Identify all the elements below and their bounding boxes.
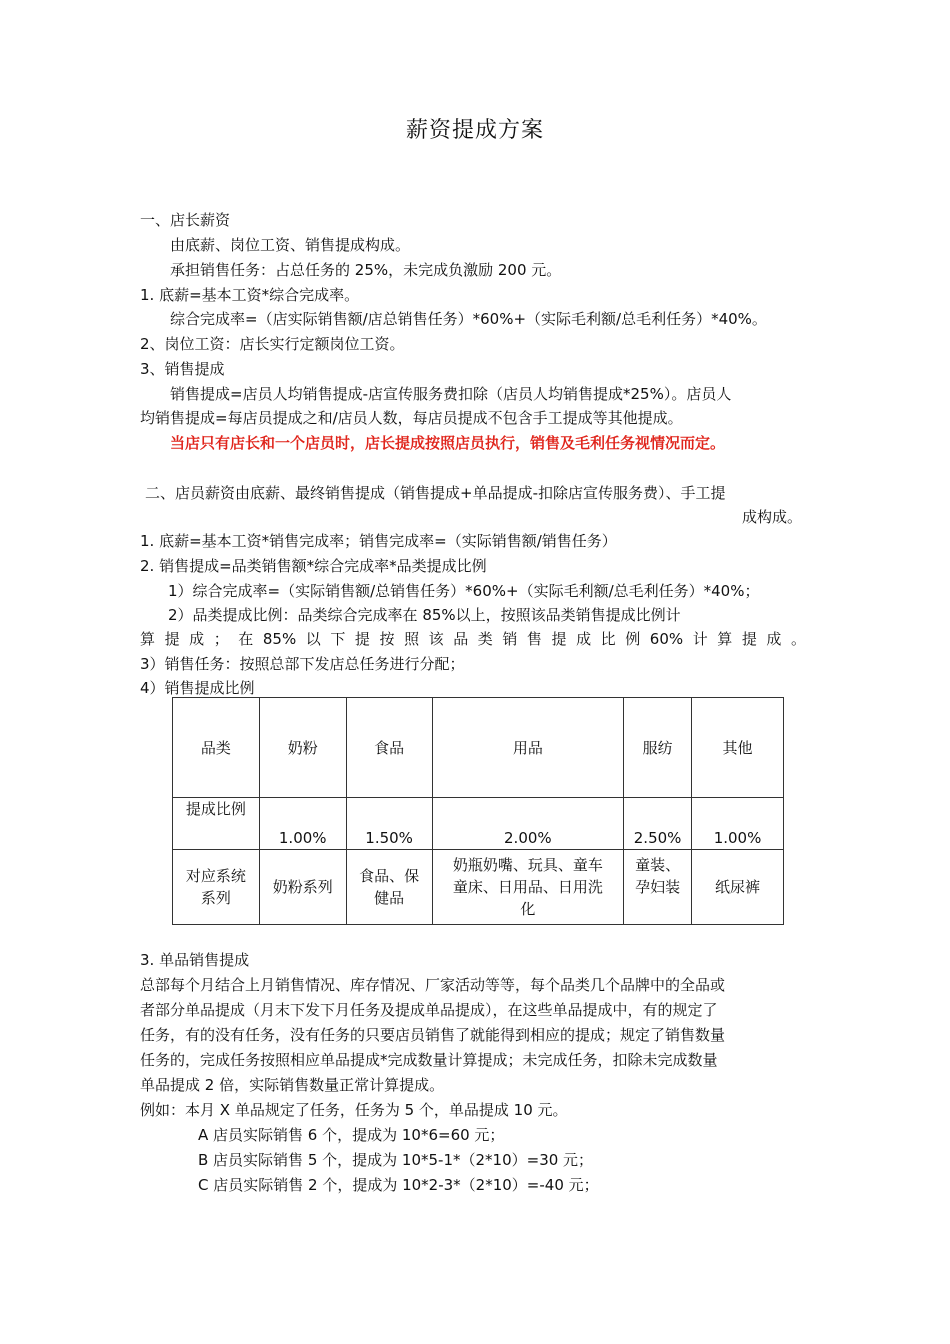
- sub-item: 2）品类提成比例：品类综合完成率在 85%以上，按照该品类销售提成比例计: [168, 606, 681, 624]
- table-cell: [432, 850, 624, 925]
- table-row-label: 提成比例: [173, 798, 260, 850]
- sub-item: 4）销售提成比例: [140, 679, 255, 697]
- cell-line: 化: [520, 900, 536, 918]
- paragraph: 承担销售任务：占总任务的 25%，未完成负激励 200 元。: [170, 261, 562, 279]
- paragraph: 任务的，完成任务按照相应单品提成*完成数量计算提成；未完成任务，扣除未完成数量: [140, 1051, 718, 1069]
- table-cell: 1.50%: [346, 798, 432, 850]
- table-header-cell: 品类: [173, 698, 260, 798]
- table-row: [173, 698, 784, 798]
- sub-item: 1）综合完成率=（实际销售额/总销售任务）*60%+（实际毛利额/总毛利任务）*40%；: [168, 582, 760, 600]
- cell-line: 童装、: [635, 856, 681, 874]
- table-cell: 纸尿裤: [692, 850, 784, 925]
- sub-item-cont: 算提成；在85%以下提按照该品类销售提成比例60%计算提成。: [140, 630, 806, 648]
- cell-line: 对应系统: [185, 867, 246, 885]
- table-cell: [346, 850, 432, 925]
- section-1-heading: 一、店长薪资: [140, 211, 231, 229]
- formula: 综合完成率=（店实际销售额/店总销售任务）*60%+（实际毛利额/总毛利任务）*40%。: [170, 310, 767, 328]
- table-cell: 奶粉系列: [259, 850, 346, 925]
- paragraph: 由底薪、岗位工资、销售提成构成。: [170, 236, 411, 254]
- cell-line: 孕妇装: [635, 878, 681, 896]
- table-header-cell: 其他: [692, 698, 784, 798]
- table-header-cell: 食品: [346, 698, 432, 798]
- table-header-cell: 用品: [432, 698, 624, 798]
- commission-table: [172, 697, 784, 925]
- table-cell: 1.00%: [259, 798, 346, 850]
- example-line: B 店员实际销售 5 个，提成为 10*5-1*（2*10）=30 元；: [198, 1151, 594, 1169]
- table-header-cell: 服纺: [624, 698, 692, 798]
- cell-line: 奶瓶奶嘴、玩具、童车: [452, 856, 603, 874]
- table-row: [173, 798, 784, 850]
- cell-line: 健品: [374, 889, 405, 907]
- table-row: [173, 850, 784, 925]
- list-item: 1. 底薪=基本工资*销售完成率；销售完成率=（实际销售额/销售任务）: [140, 532, 617, 550]
- table-header-cell: 奶粉: [259, 698, 346, 798]
- table-cell: 1.00%: [692, 798, 784, 850]
- example-intro: 例如：本月 X 单品规定了任务，任务为 5 个，单品提成 10 元。: [140, 1101, 568, 1119]
- table-cell: 2.00%: [432, 798, 624, 850]
- paragraph: 单品提成 2 倍，实际销售数量正常计算提成。: [140, 1076, 445, 1094]
- cell-line: 系列: [200, 889, 231, 907]
- table-row-label: [173, 850, 260, 925]
- paragraph: 总部每个月结合上月销售情况、库存情况、厂家活动等等，每个品类几个品牌中的全品或: [140, 976, 726, 994]
- list-item: 1. 底薪=基本工资*综合完成率。: [140, 286, 360, 304]
- cell-line: 童床、日用品、日用洗: [452, 878, 603, 896]
- list-item: 2. 销售提成=品类销售额*综合完成率*品类提成比例: [140, 557, 487, 575]
- highlight-note: 当店只有店长和一个店员时，店长提成按照店员执行，销售及毛利任务视情况而定。: [170, 434, 726, 452]
- table-cell: 2.50%: [624, 798, 692, 850]
- section-2-heading-cont: 成构成。: [741, 508, 802, 526]
- paragraph: 任务，有的没有任务，没有任务的只要店员销售了就能得到相应的提成；规定了销售数量: [140, 1026, 726, 1044]
- table-cell: [624, 850, 692, 925]
- sub-item: 3）销售任务：按照总部下发店总任务进行分配；: [140, 655, 465, 673]
- paragraph: 销售提成=店员人均销售提成-店宣传服务费扣除（店员人均销售提成*25%）。店员人: [170, 385, 732, 403]
- section-3-heading: 3. 单品销售提成: [140, 951, 250, 969]
- paragraph: 者部分单品提成（月末下发下月任务及提成单品提成），在这些单品提成中，有的规定了: [140, 1001, 718, 1019]
- example-line: C 店员实际销售 2 个，提成为 10*2-3*（2*10）=-40 元；: [198, 1176, 599, 1194]
- page-title: 薪资提成方案: [405, 118, 544, 143]
- list-item: 3、销售提成: [140, 360, 225, 378]
- example-line: A 店员实际销售 6 个，提成为 10*6=60 元；: [198, 1126, 505, 1144]
- cell-line: 食品、保: [359, 867, 420, 885]
- list-item: 2、岗位工资：店长实行定额岗位工资。: [140, 335, 405, 353]
- paragraph: 均销售提成=每店员提成之和/店员人数，每店员提成不包含手工提成等其他提成。: [140, 409, 683, 427]
- section-2-heading: 二、店员薪资由底薪、最终销售提成（销售提成+单品提成-扣除店宣传服务费）、手工提: [145, 484, 726, 502]
